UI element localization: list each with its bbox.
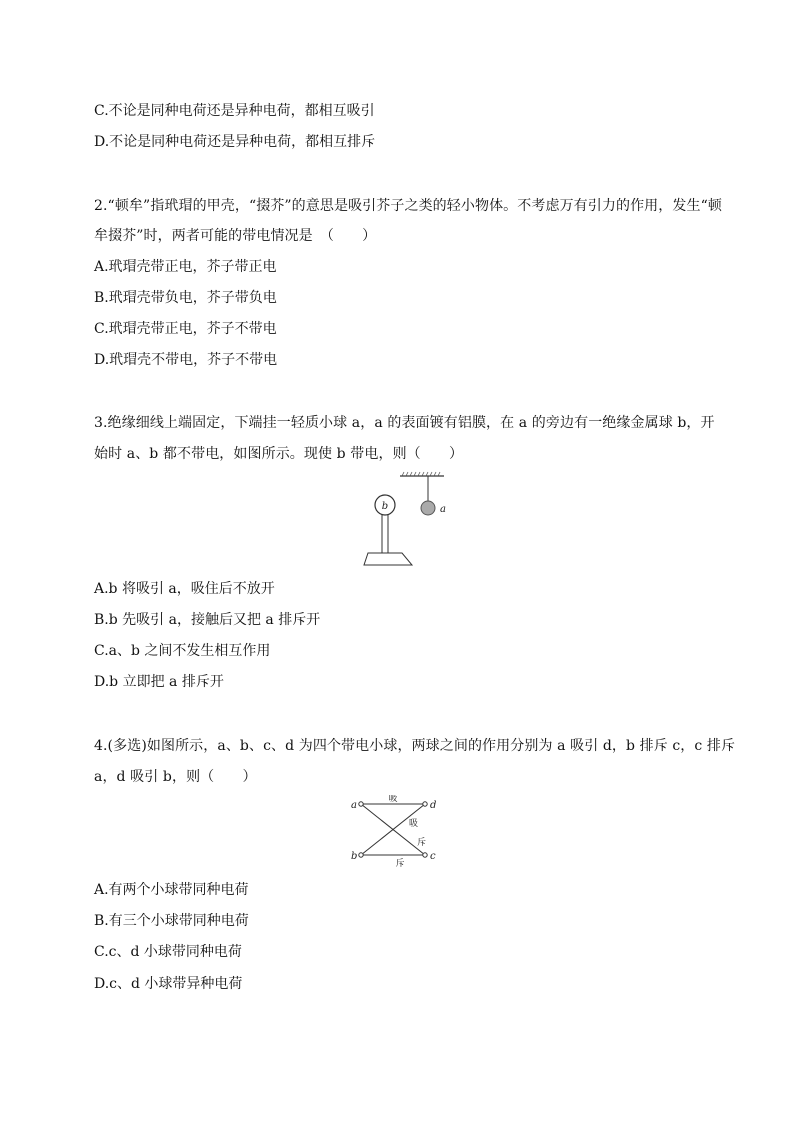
q4-option-b: B.有三个小球带同种电荷: [94, 913, 249, 929]
q4-bottom-edge-label: 斥: [395, 859, 405, 867]
q3-option-a: A.b 将吸引 a，吸住后不放开: [94, 581, 275, 597]
q3-option-c: C.a、b 之间不发生相互作用: [94, 643, 271, 659]
q4-top-edge-label: 吸: [388, 795, 398, 804]
q4-diagonal-repel-label: 斥: [417, 838, 427, 848]
q2-option-a: A.玳瑁壳带正电，芥子带正电: [94, 259, 277, 275]
q3-label-b: b: [381, 501, 389, 512]
q3-option-d: D.b 立即把 a 排斥开: [94, 674, 224, 690]
q4-label-c: c: [430, 851, 436, 862]
q3-stem-line1: 3.绝缘细线上端固定，下端挂一轻质小球 a，a 的表面镀有铝膜，在 a 的旁边有一绝缘金属球 b，开: [94, 415, 715, 431]
q4-option-c: C.c、d 小球带同种电荷: [94, 944, 242, 960]
q4-option-d: D.c、d 小球带异种电荷: [94, 976, 243, 992]
q2-option-d: D.玳瑁壳不带电，芥子不带电: [94, 352, 278, 368]
q3-option-b: B.b 先吸引 a，接触后又把 a 排斥开: [94, 612, 321, 628]
q4-label-b: b: [351, 851, 358, 862]
q4-stem-line1: 4.(多选)如图所示，a、b、c、d 为四个带电小球，两球之间的作用分别为 a 吸引 d，b 排斥 c，c 排斥: [94, 738, 736, 754]
q4-figure-charges: [345, 795, 445, 867]
q4-option-a: A.有两个小球带同种电荷: [94, 882, 249, 898]
q4-label-a: a: [351, 800, 357, 811]
q2-option-c: C.玳瑁壳带正电，芥子不带电: [94, 321, 277, 337]
q4-diagonal-attract-label: 吸: [409, 819, 419, 829]
q1-option-d: D.不论是同种电荷还是异种电荷，都相互排斥: [94, 134, 376, 150]
q2-stem-line2: 牟掇芥”时，两者可能的带电情况是 （ ）: [94, 228, 377, 244]
q2-stem-line1: 2.“顿牟”指玳瑁的甲壳，“掇芥”的意思是吸引芥子之类的轻小物体。不考虑万有引力的作用，发生“顿: [94, 198, 722, 214]
q3-label-a: a: [440, 504, 446, 515]
q3-stem-line2: 始时 a、b 都不带电，如图所示。现使 b 带电，则（ ）: [94, 446, 464, 462]
q1-option-c: C.不论是同种电荷还是异种电荷，都相互吸引: [94, 103, 375, 119]
q4-stem-line2: a，d 吸引 b，则（ ）: [94, 769, 257, 785]
q4-label-d: d: [430, 800, 437, 811]
q2-option-b: B.玳瑁壳带负电，芥子带负电: [94, 290, 277, 306]
q3-figure-pendulum: [350, 471, 450, 569]
